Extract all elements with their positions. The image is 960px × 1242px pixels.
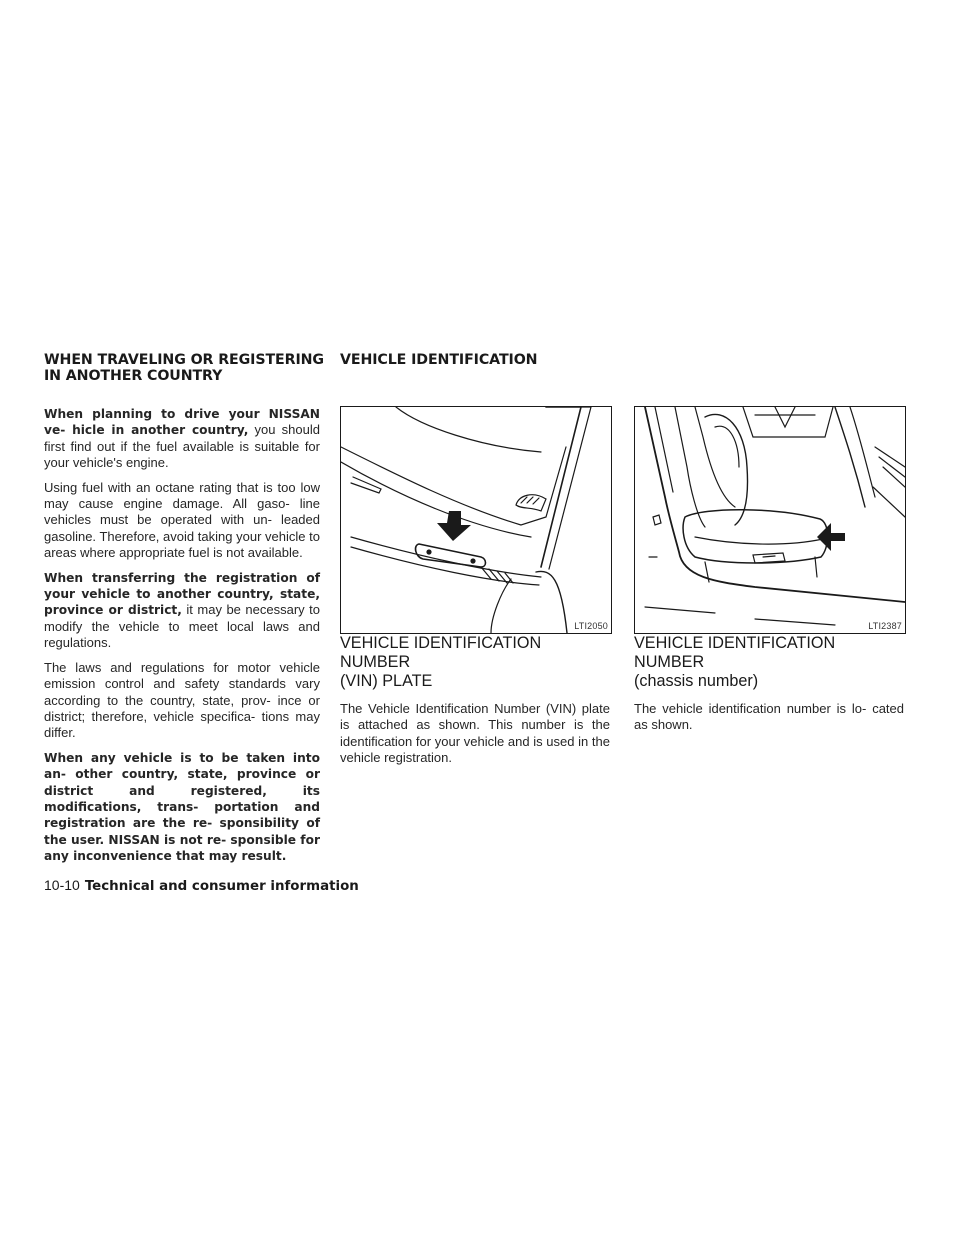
- paragraph-responsibility: [44, 750, 320, 865]
- section-title-line-2: IN ANOTHER COUNTRY: [44, 368, 223, 384]
- chassis-number-column: [634, 634, 904, 742]
- page-footer: [44, 877, 359, 894]
- figure-code-chassis: LTI2387: [868, 621, 902, 631]
- paragraph-registration: [44, 570, 320, 652]
- chassis-number-heading-line-2: (chassis number): [634, 672, 759, 690]
- paragraph-planning-bold: When planning to drive your NISSAN ve- hicle in another country,: [44, 407, 320, 438]
- traveling-column: [44, 406, 320, 873]
- vin-plate-heading-line-1: VEHICLE IDENTIFICATION NUMBER: [340, 634, 542, 671]
- figure-code-vin: LTI2050: [574, 621, 608, 631]
- vin-plate-column: [340, 634, 610, 775]
- paragraph-planning-text: you should first find out if the fuel available is suitable for your vehicle's engine.: [44, 422, 320, 471]
- vin-plate-description: The Vehicle Identification Number (VIN) plate is attached as shown. This number is the identification for your vehicle and is used in the vehicle registration.: [340, 701, 610, 766]
- vin-plate-heading-line-2: (VIN) PLATE: [340, 672, 433, 690]
- paragraph-laws: The laws and regulations for motor vehicle emission control and safety standards vary according to the country, state, prov- ince or district; therefore, vehicle specifica- tions may differ.: [44, 659, 320, 741]
- section-title-line-1: WHEN TRAVELING OR REGISTERING: [44, 352, 324, 368]
- vin-plate-illustration: [341, 407, 611, 633]
- vin-plate-heading: [340, 634, 610, 691]
- section-title-traveling: [44, 352, 324, 384]
- chassis-number-description: The vehicle identification number is lo- cated as shown.: [634, 701, 904, 733]
- chapter-title: Technical and consumer information: [84, 879, 359, 894]
- chassis-number-heading: [634, 634, 904, 691]
- paragraph-registration-text: it may be necessary to modify the vehicle to meet local laws and regulations.: [44, 602, 320, 651]
- chassis-number-illustration: [635, 407, 905, 633]
- vin-plate-figure: [340, 406, 612, 634]
- paragraph-planning: [44, 406, 320, 472]
- paragraph-registration-bold: When transferring the registration of your vehicle to another country, state, province or district,: [44, 570, 320, 618]
- paragraph-octane: Using fuel with an octane rating that is too low may cause engine damage. All gaso- line vehicles must be operated with un- leaded gasoline. Therefore, avoid taking your vehicle to areas where appropriate fuel is not available.: [44, 479, 320, 561]
- chassis-number-heading-line-1: VEHICLE IDENTIFICATION NUMBER: [634, 634, 836, 671]
- section-title-vehicle-identification: VEHICLE IDENTIFICATION: [340, 352, 538, 368]
- chassis-number-figure: [634, 406, 906, 634]
- page-number: 10-10: [44, 877, 80, 893]
- paragraph-responsibility-bold: When any vehicle is to be taken into an- other country, state, province or district and registered, its modifications, trans- portation and registration are the re- sponsibility of the user. NISSAN is not re- sponsible for any inconvenience that may result.: [44, 750, 320, 864]
